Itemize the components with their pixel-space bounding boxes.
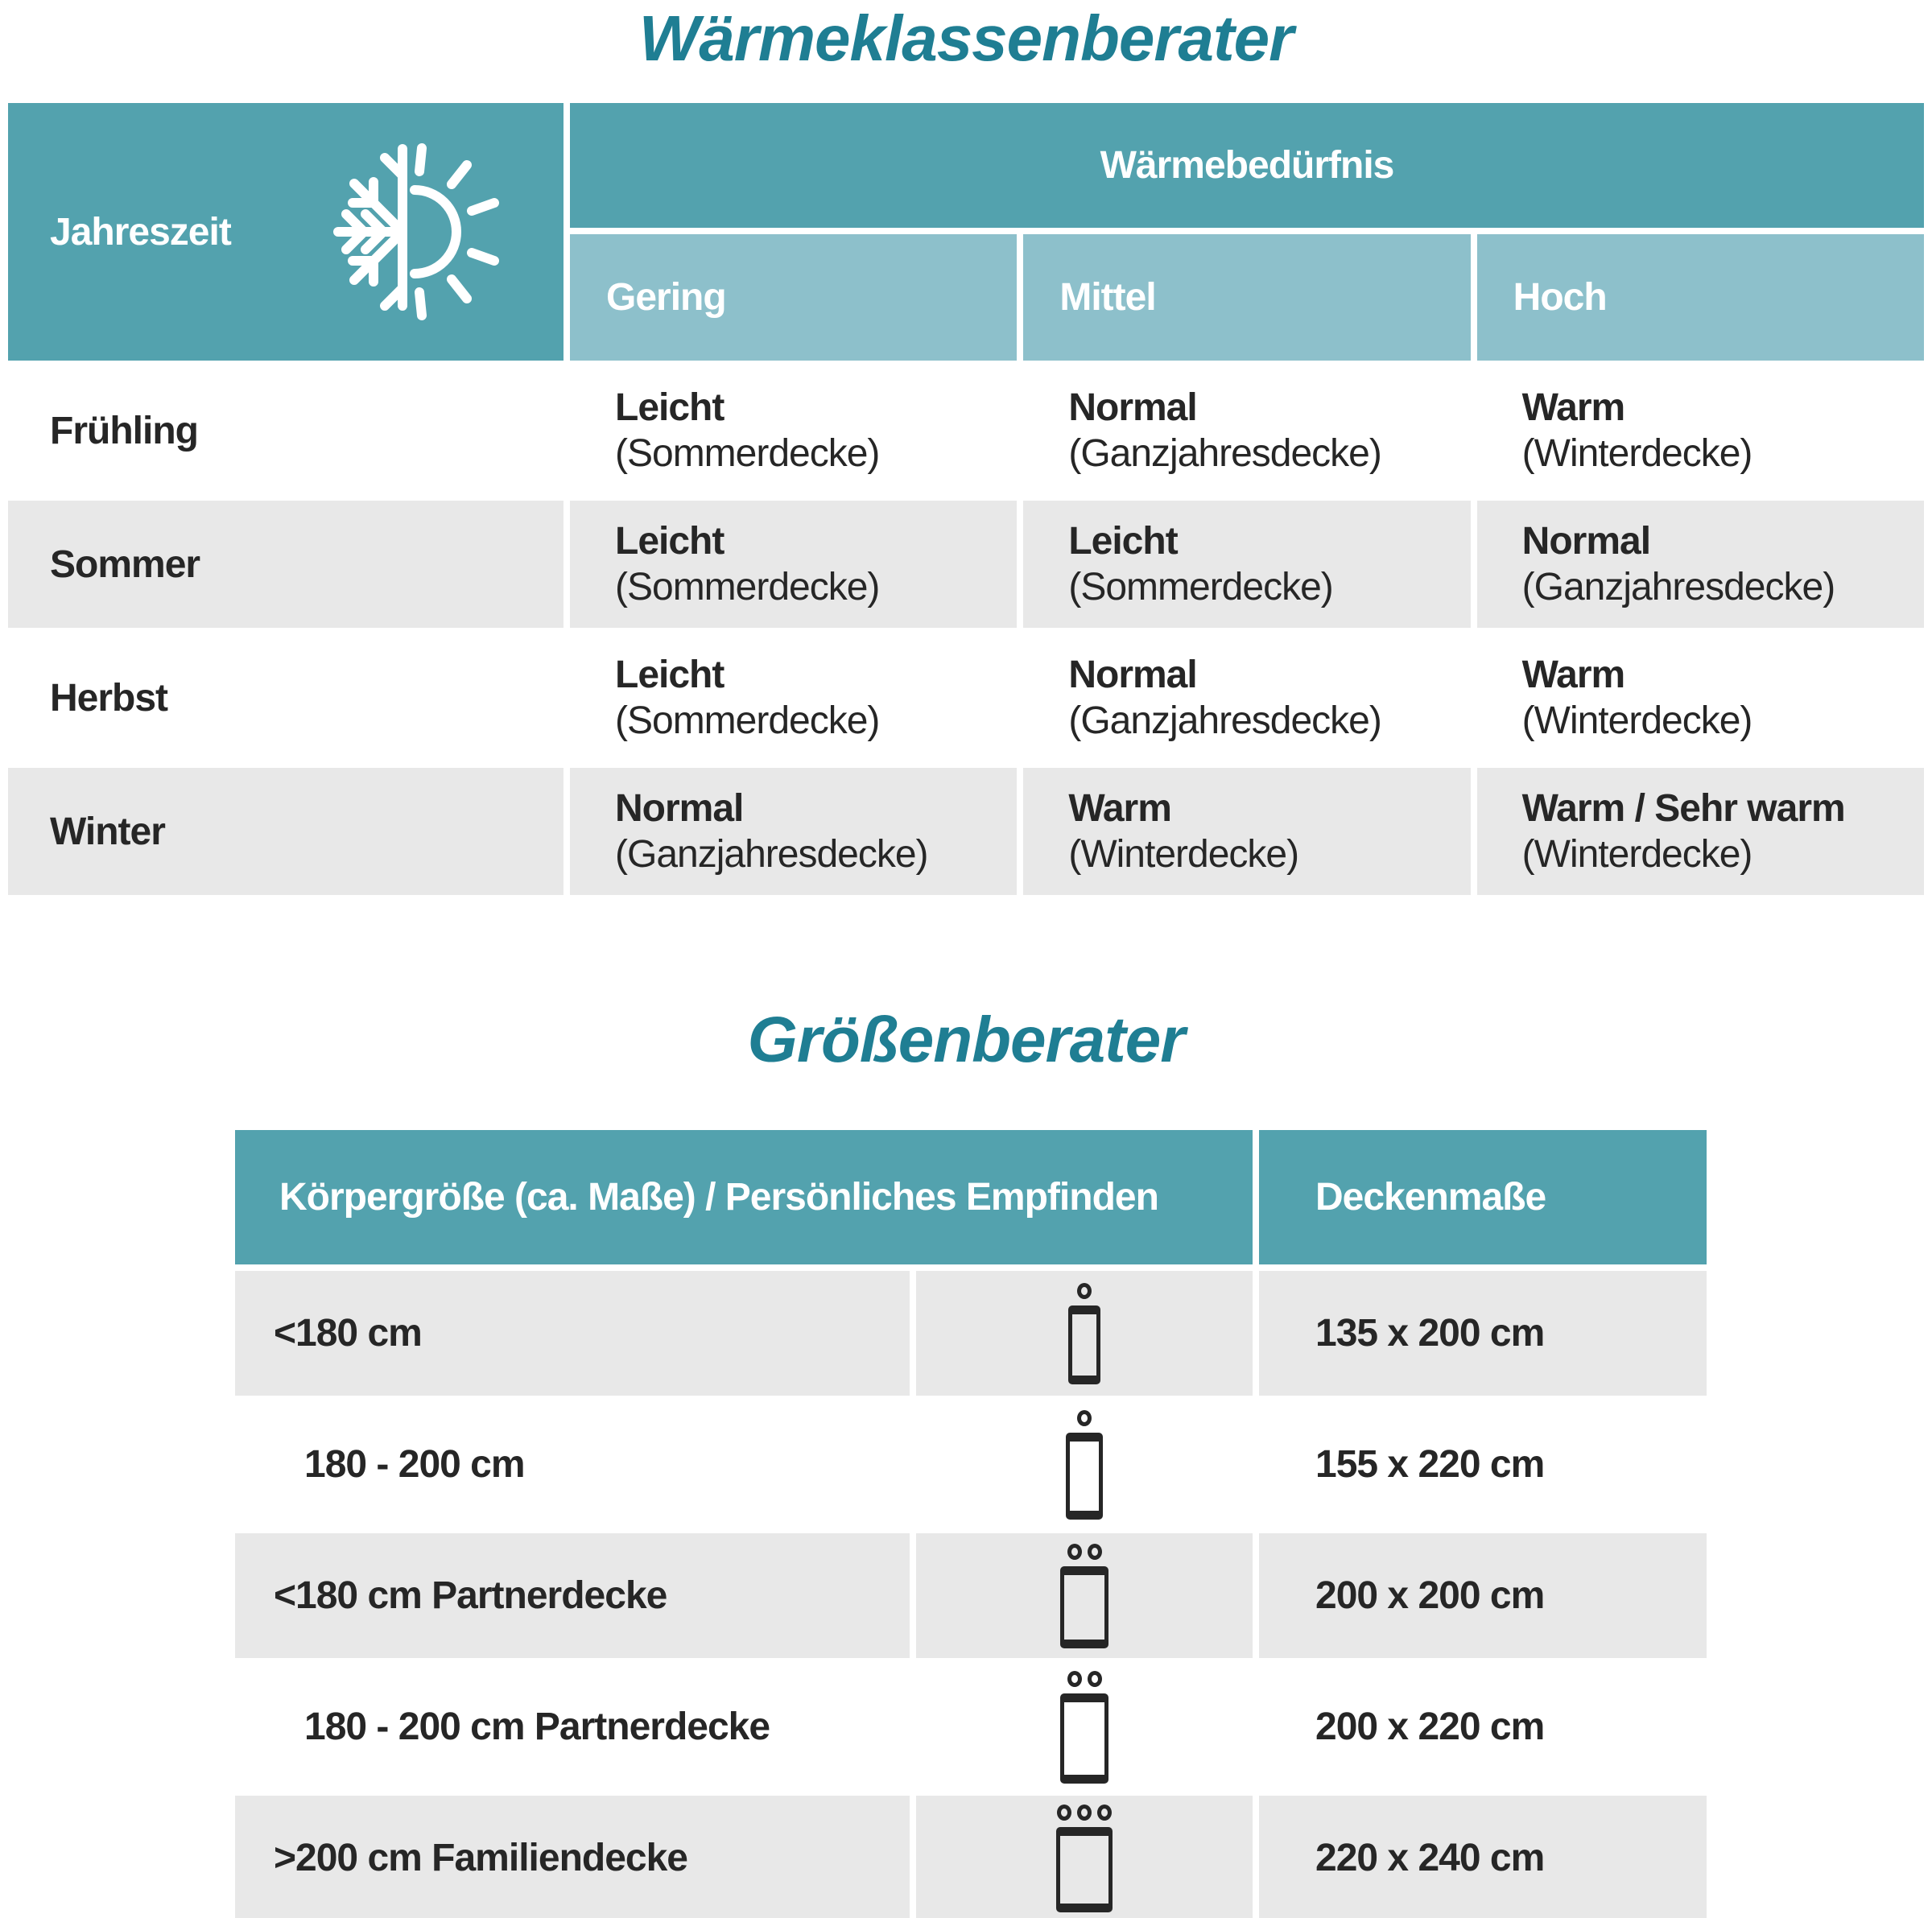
col-header-label: Mittel (1059, 276, 1156, 319)
table-cell (1023, 501, 1470, 628)
body-height-header-cell (235, 1130, 1253, 1264)
size-row-label (235, 1664, 910, 1789)
person-dots (1077, 1410, 1092, 1426)
warmth-class: Warm / Sehr warm (1521, 787, 1845, 830)
blanket-type: (Ganzjahresdecke) (1068, 432, 1381, 475)
season-label: Frühling (50, 409, 198, 452)
blanket-icon-cell (916, 1796, 1253, 1918)
season-label: Sommer (50, 542, 200, 586)
blanket-icon-cell (916, 1533, 1253, 1658)
blanket-dimensions: 200 x 220 cm (1315, 1706, 1545, 1748)
warmth-table-title: Wärmeklassenberater (638, 2, 1294, 74)
height-range: <180 cm Partnerdecke (274, 1574, 667, 1617)
table-cell (1477, 501, 1924, 628)
season-herbst (8, 634, 564, 761)
table-cell (1477, 367, 1924, 494)
table-cell (570, 367, 1017, 494)
table-cell (1023, 634, 1470, 761)
blanket-type: (Sommerdecke) (615, 699, 880, 742)
col-header-mittel (1023, 234, 1470, 361)
table-cell (570, 501, 1017, 628)
person-dot (1077, 1410, 1092, 1426)
season-winter (8, 768, 564, 895)
table-cell (1023, 768, 1470, 895)
person-dot (1088, 1544, 1102, 1560)
blanket-icon-cell (916, 1402, 1253, 1527)
size-table (235, 1130, 1707, 1918)
table-cell (1023, 367, 1470, 494)
col-header-hoch (1477, 234, 1924, 361)
person-dots (1077, 1283, 1092, 1299)
blanket-type: (Sommerdecke) (1068, 566, 1333, 608)
season-fruehling (8, 367, 564, 494)
blanket-icon (1060, 1693, 1108, 1784)
body-height-header-label: Körpergröße (ca. Maße) / Persönliches Empfinden (279, 1176, 1158, 1219)
size-row-value (1259, 1271, 1707, 1396)
warmth-table (8, 103, 1924, 895)
person-dots (1067, 1544, 1102, 1560)
person-dot (1097, 1805, 1112, 1821)
season-label: Winter (50, 810, 165, 853)
blanket-dimensions: 220 x 240 cm (1315, 1837, 1545, 1879)
warmth-need-group-header (570, 103, 1924, 228)
person-dot (1077, 1283, 1092, 1299)
size-row-label (235, 1796, 910, 1918)
col-header-gering (570, 234, 1017, 361)
blanket-icon-cell (916, 1271, 1253, 1396)
blanket-dimensions: 155 x 220 cm (1315, 1443, 1545, 1486)
season-header-label: Jahreszeit (50, 210, 231, 254)
warmth-class: Normal (1068, 654, 1197, 696)
person-dot (1057, 1805, 1071, 1821)
size-row-label (235, 1271, 910, 1396)
blanket-type: (Winterdecke) (1521, 432, 1752, 475)
warmth-class: Leicht (615, 654, 724, 696)
blanket-icon (1056, 1827, 1113, 1912)
col-header-label: Hoch (1513, 276, 1607, 319)
blanket-type: (Ganzjahresdecke) (615, 833, 928, 876)
season-label: Herbst (50, 676, 168, 720)
person-dot (1077, 1805, 1092, 1821)
person-dot (1088, 1671, 1102, 1687)
person-dot (1067, 1544, 1082, 1560)
table-cell (1477, 768, 1924, 895)
blanket-dimensions: 135 x 200 cm (1315, 1312, 1545, 1355)
blanket-icon-cell (916, 1664, 1253, 1789)
warmth-class: Leicht (615, 386, 724, 429)
warmth-class: Normal (1068, 386, 1197, 429)
warmth-class: Warm (1521, 386, 1625, 429)
col-header-label: Gering (606, 276, 726, 319)
table-cell (570, 634, 1017, 761)
size-table-title: Größenberater (747, 1004, 1185, 1075)
warmth-need-label: Wärmebedürfnis (1100, 144, 1394, 187)
height-range: 180 - 200 cm (304, 1443, 525, 1486)
blanket-type: (Ganzjahresdecke) (1521, 566, 1835, 608)
warmth-class: Leicht (1068, 520, 1178, 563)
warmth-class: Normal (615, 787, 744, 830)
table-cell (570, 768, 1017, 895)
blanket-size-header-cell (1259, 1130, 1707, 1264)
size-row-value (1259, 1533, 1707, 1658)
height-range: <180 cm (274, 1312, 422, 1355)
blanket-icon (1068, 1305, 1100, 1384)
blanket-type: (Winterdecke) (1521, 699, 1752, 742)
height-range: >200 cm Familiendecke (274, 1837, 687, 1879)
blanket-dimensions: 200 x 200 cm (1315, 1574, 1545, 1617)
size-row-value (1259, 1402, 1707, 1527)
blanket-type: (Sommerdecke) (615, 566, 880, 608)
blanket-type: (Sommerdecke) (615, 432, 880, 475)
season-header-cell (8, 103, 564, 361)
warmth-class: Warm (1521, 654, 1625, 696)
person-dots (1067, 1671, 1102, 1687)
table-cell (1477, 634, 1924, 761)
blanket-icon (1060, 1566, 1108, 1648)
size-row-value (1259, 1664, 1707, 1789)
blanket-type: (Winterdecke) (1521, 833, 1752, 876)
person-dot (1067, 1671, 1082, 1687)
size-row-label (235, 1533, 910, 1658)
snowflake-sun-icon (330, 143, 507, 320)
warmth-class: Warm (1068, 787, 1171, 830)
blanket-type: (Winterdecke) (1068, 833, 1299, 876)
season-sommer (8, 501, 564, 628)
blanket-type: (Ganzjahresdecke) (1068, 699, 1381, 742)
person-dots (1057, 1805, 1112, 1821)
warmth-class: Normal (1521, 520, 1651, 563)
height-range: 180 - 200 cm Partnerdecke (304, 1706, 770, 1748)
size-row-value (1259, 1796, 1707, 1918)
blanket-icon (1066, 1433, 1103, 1520)
blanket-size-header-label: Deckenmaße (1315, 1176, 1546, 1219)
warmth-class: Leicht (615, 520, 724, 563)
size-row-label (235, 1402, 910, 1527)
